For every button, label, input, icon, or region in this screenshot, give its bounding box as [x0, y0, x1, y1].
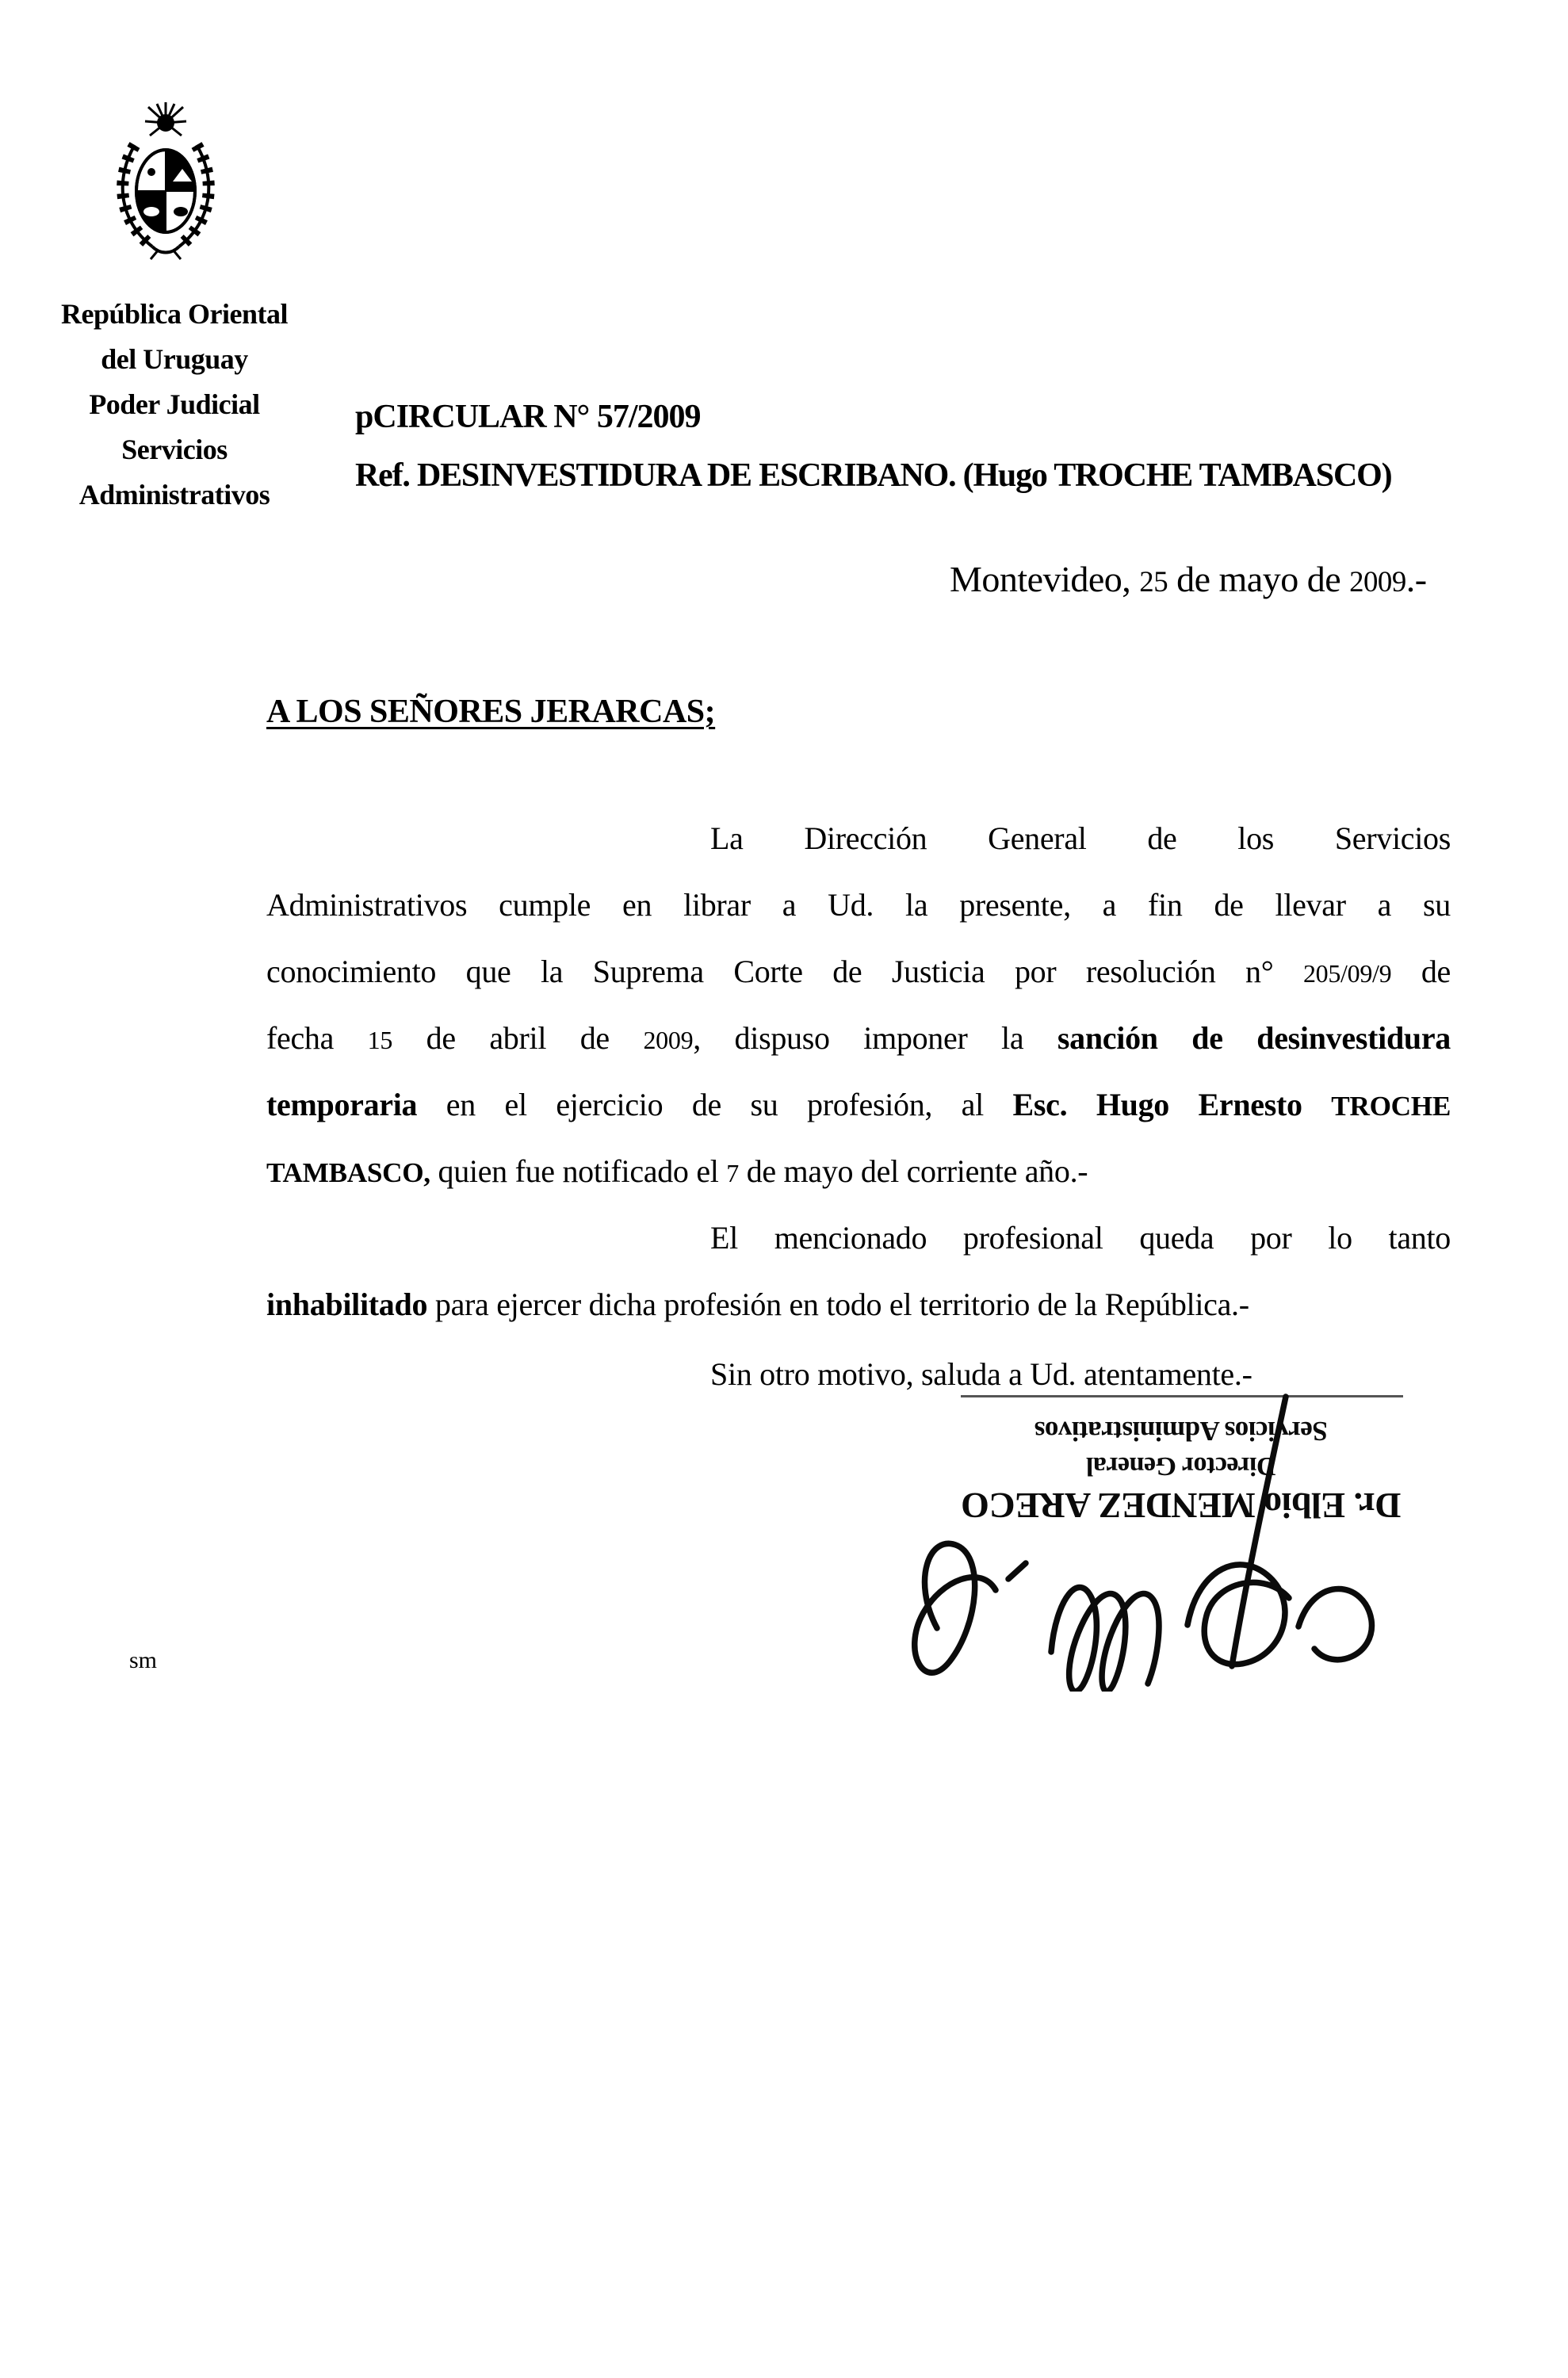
body-line [266, 1005, 1451, 1072]
text-segment: 7 [726, 1159, 739, 1187]
stamp-name-line: Dr. Elbio MENDEZ ARECO [961, 1485, 1402, 1526]
text-segment: de abril de [392, 1020, 644, 1056]
text-segment: Sin otro motivo, saluda a Ud. atentamente.- [710, 1356, 1252, 1392]
body-line [266, 1072, 1451, 1138]
body-line [266, 1205, 1451, 1271]
text-segment: sanción de desinvestidura [1057, 1020, 1451, 1056]
letterhead-org-name [16, 292, 333, 518]
text-segment: de [1391, 954, 1451, 989]
text-segment: 2009 [643, 1026, 694, 1054]
circular-number: pCIRCULAR N° 57/2009 [355, 399, 701, 435]
text-segment: quien fue notificado el [430, 1153, 727, 1189]
text-segment: La Dirección General de los Servicios [710, 820, 1451, 856]
stamp-office-line: Servicios Administrativos [1034, 1416, 1328, 1447]
body-line [266, 1271, 1451, 1338]
text-segment: Montevideo, [950, 559, 1140, 599]
dateline [950, 558, 1427, 600]
text-segment: inhabilitado [266, 1286, 428, 1322]
body-line [266, 1138, 1451, 1205]
text-segment: 15 [367, 1026, 393, 1054]
body-paragraph-2 [266, 1205, 1451, 1338]
salutation: A LOS SEÑORES JERARCAS; [266, 694, 716, 730]
text-segment: en el ejercicio de su profesión, al [417, 1087, 1013, 1122]
org-line: Servicios [121, 434, 228, 465]
text-segment: conocimiento que la Suprema Corte de Justicia por resolución n° [266, 954, 1303, 989]
org-line: Poder Judicial [89, 388, 260, 420]
stamp-title-line: Director General [1086, 1451, 1276, 1481]
org-line: del Uruguay [101, 343, 248, 375]
text-segment: para ejercer dicha profesión en todo el territorio de la República.- [427, 1286, 1249, 1322]
text-segment: 2009 [1349, 565, 1406, 598]
text-segment: TROCHE [1331, 1091, 1451, 1122]
typist-initials: sm [129, 1647, 158, 1673]
body-line [266, 872, 1451, 939]
text-segment: Esc. Hugo Ernesto [1012, 1087, 1332, 1122]
text-segment: fecha [266, 1020, 368, 1056]
handwritten-signature [896, 1390, 1419, 1692]
text-segment: TAMBASCO, [266, 1157, 430, 1188]
text-segment: de mayo de [1168, 559, 1350, 599]
org-line: República Oriental [61, 298, 288, 330]
coat-of-arms-icon [108, 98, 224, 262]
text-segment: de mayo del corriente año.- [739, 1153, 1088, 1189]
text-segment: 25 [1139, 565, 1168, 598]
text-segment: .- [1405, 559, 1427, 599]
org-line: Administrativos [78, 479, 270, 510]
reference-line: Ref. DESINVESTIDURA DE ESCRIBANO. (Hugo TROCHE TAMBASCO) [355, 457, 1392, 494]
text-segment: 205/09/9 [1302, 959, 1392, 988]
text-segment: , dispuso imponer la [693, 1020, 1057, 1056]
text-segment: temporaria [266, 1087, 418, 1122]
text-segment: El mencionado profesional queda por lo tanto [710, 1220, 1451, 1256]
body-paragraph-1 [266, 805, 1451, 1205]
body-line [266, 939, 1451, 1005]
body-line [266, 805, 1451, 872]
text-segment: Administrativos cumple en librar a Ud. la presente, a fin de llevar a su [266, 887, 1451, 923]
